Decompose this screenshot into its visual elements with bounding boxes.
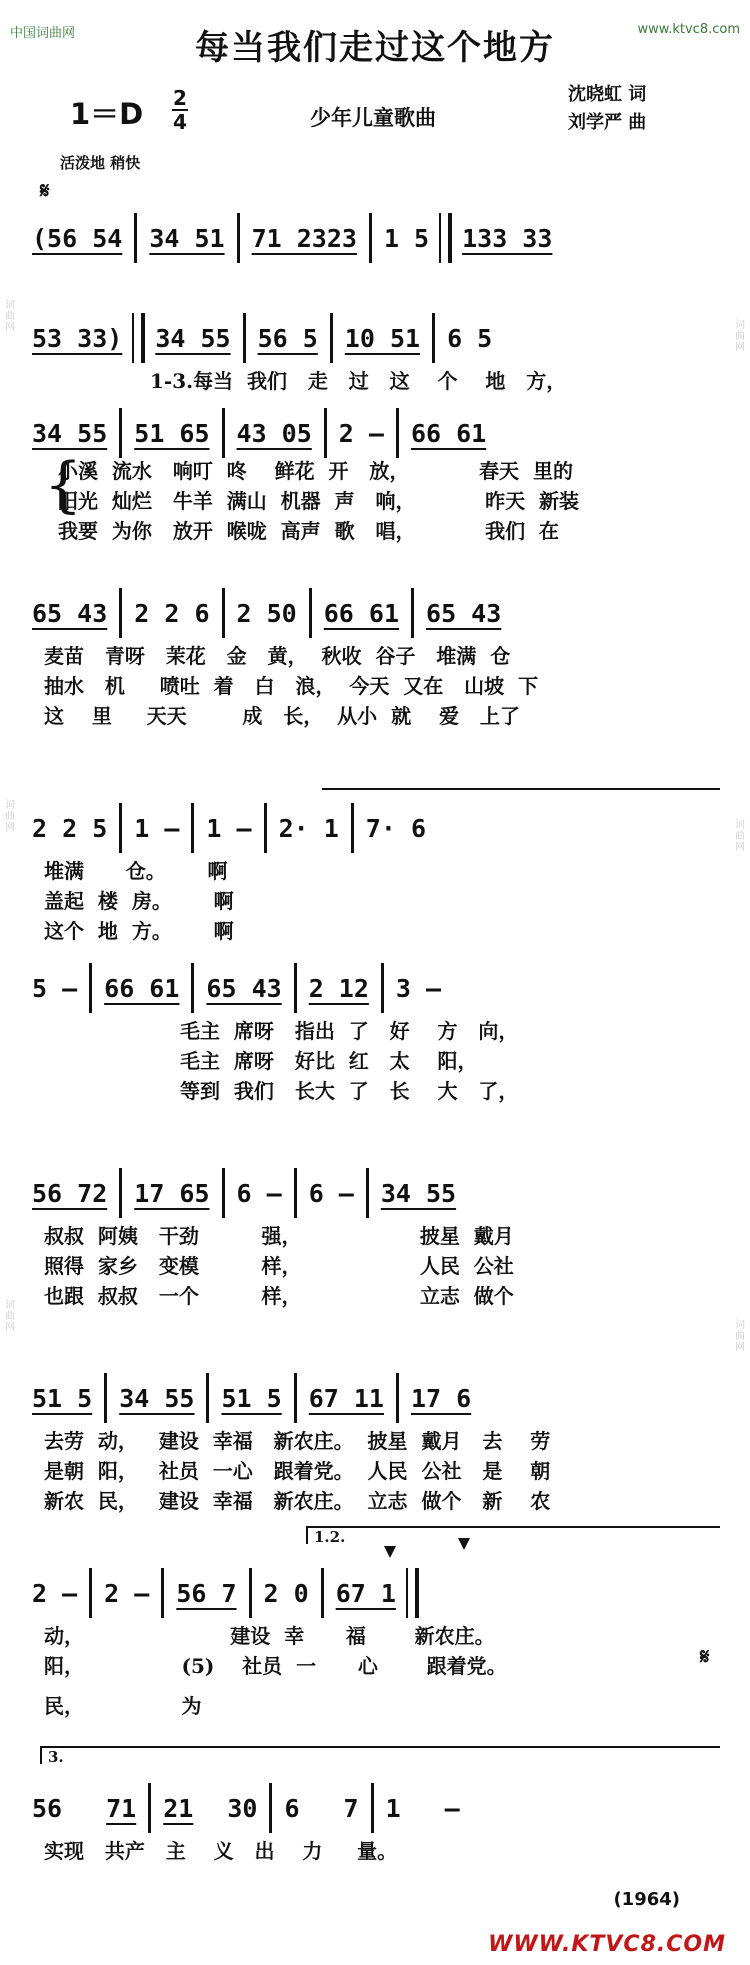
note-group: 2· 1 [278, 813, 339, 843]
barline [371, 1783, 374, 1833]
lyric-line: 去劳 动， 建设 幸福 新农庄。 披星 戴月 去 劳 [44, 1429, 551, 1453]
repeat-barline [132, 313, 145, 363]
lyric-line: 麦苗 青呀 茉花 金 黄， 秋收 谷子 堆满 仓 [44, 644, 511, 668]
barline [119, 803, 122, 853]
note-group: 66 61 [410, 418, 487, 448]
side-watermark-left: 词曲网 [5, 300, 15, 333]
volta-bracket [40, 1746, 720, 1748]
barline [366, 1168, 369, 1218]
note-group: 71 [106, 1793, 137, 1823]
note-group: 2 50 [236, 598, 297, 628]
meter-top: 2 [173, 86, 187, 110]
note-group: 71 2323 [251, 223, 357, 253]
barline [432, 313, 435, 363]
note-group: 3 — [395, 973, 442, 1003]
volta-bracket [306, 1526, 720, 1528]
note-group: 53 33) [32, 323, 123, 353]
barline [119, 408, 122, 458]
note-group: 65 43 [32, 598, 108, 628]
note-group: 133 33 [462, 223, 553, 253]
note-group: 66 61 [104, 973, 180, 1003]
side-watermark-right: 词曲网 [735, 1320, 745, 1353]
page-title: 每当我们走过这个地方 [195, 28, 555, 68]
staff-line-2 [30, 310, 720, 366]
lyricist-credit: 沈晓虹 词 [568, 84, 647, 105]
barline [243, 313, 246, 363]
note-group: 51 65 [134, 418, 210, 448]
barline [369, 213, 372, 263]
note-group: 21 [163, 1793, 194, 1823]
note-group: 7 [343, 1793, 359, 1823]
barline [237, 213, 240, 263]
staff-line-7 [30, 1165, 720, 1221]
note-group: 34 55 [32, 418, 108, 448]
note-group: 51 5 [221, 1383, 282, 1413]
volta-bracket-left [40, 1746, 42, 1764]
note-group: — [444, 1793, 460, 1823]
staff-line-5 [30, 800, 720, 856]
barline [119, 588, 122, 638]
composer-credit: 刘学严 曲 [568, 112, 647, 133]
note-group: 56 [32, 1793, 63, 1823]
barline [321, 1568, 324, 1618]
barline [222, 588, 225, 638]
note-group: 2 — [32, 1578, 78, 1608]
note-group: 2 12 [308, 973, 369, 1003]
note-group: 43 05 [236, 418, 312, 448]
note-group: 1 — [134, 813, 180, 843]
note-group: 67 11 [308, 1383, 384, 1413]
lyric-line: 毛主 席呀 好比 红 太 阳， [180, 1049, 478, 1073]
barline [381, 963, 384, 1013]
volta-label: 1.2. [314, 1528, 346, 1546]
lyric-line: 阳， (5) 社员 一 心 跟着党。 [44, 1654, 507, 1678]
meter-bottom: 4 [173, 110, 187, 134]
note-group: 6 [284, 1793, 300, 1823]
note-group: 1 — [206, 813, 252, 843]
year-label: (1964) [613, 1889, 680, 1910]
verse-brace: { [44, 450, 83, 520]
accent-marker [384, 1546, 396, 1558]
note-group: (56 54 [32, 223, 123, 253]
note-group: 66 61 [323, 598, 400, 628]
staff-line-3 [30, 405, 720, 461]
song-subtitle: 少年儿童歌曲 [310, 105, 436, 130]
note-group: 6 — [308, 1178, 354, 1208]
staff-line-4 [30, 585, 720, 641]
barline [89, 1568, 92, 1618]
barline [294, 963, 297, 1013]
staff-line-1 [30, 210, 720, 266]
lyric-line: 是朝 阳， 社员 一心 跟着党。 人民 公社 是 朝 [44, 1459, 551, 1483]
note-group: 10 51 [344, 323, 421, 353]
site-url-right[interactable]: www.ktvc8.com [637, 22, 740, 37]
lyric-line: 民， 为 [44, 1694, 202, 1718]
barline [206, 1373, 209, 1423]
barline [191, 803, 194, 853]
note-group: 2 — [338, 418, 384, 448]
lyric-line: 等到 我们 长大 了 长 大 了， [180, 1079, 519, 1103]
note-group: 65 43 [206, 973, 282, 1003]
staff-line-10 [30, 1780, 720, 1836]
note-group: 2 2 5 [32, 813, 108, 843]
barline [330, 313, 333, 363]
barline [269, 1783, 272, 1833]
lyric-line: 小溪 流水 响叮 咚 鲜花 开 放， 春天 里的 [58, 459, 573, 483]
note-group: 34 55 [119, 1383, 195, 1413]
note-group: 6 — [236, 1178, 282, 1208]
barline [396, 408, 399, 458]
note-group: 56 72 [32, 1178, 108, 1208]
barline [89, 963, 92, 1013]
lyric-line: 1-3.每当 我们 走 过 这 个 地 方， [150, 369, 567, 393]
note-group: 6 5 [447, 323, 493, 353]
segno-icon: 𝄋 [40, 178, 50, 204]
staff-line-6 [30, 960, 720, 1016]
volta-label: 3. [48, 1748, 64, 1766]
note-group: 7· 6 [365, 813, 427, 843]
lyric-line: 实现 共产 主 义 出 力 量。 [44, 1839, 398, 1863]
site-watermark[interactable]: WWW.KTVC8.COM [488, 1932, 726, 1957]
lyric-line: 也跟 叔叔 一个 样， 立志 做个 [44, 1284, 514, 1308]
note-group: 2 0 [263, 1578, 309, 1608]
lyric-line: 堆满 仓。 啊 [44, 859, 228, 883]
note-group: 67 1 [335, 1578, 396, 1608]
lyric-line: 动， 建设 幸 福 新农庄。 [44, 1624, 495, 1648]
volta-bracket-left [306, 1526, 308, 1544]
barline [294, 1373, 297, 1423]
lyric-line: 毛主 席呀 指出 了 好 方 向， [180, 1019, 519, 1043]
lyric-line: 这 里 天天 成 长， 从小 就 爱 上了 [44, 704, 520, 728]
barline [324, 408, 327, 458]
lyric-line: 我要 为你 放开 喉咙 高声 歌 唱， 我们 在 [58, 519, 560, 543]
lyric-line: 新农 民， 建设 幸福 新农庄。 立志 做个 新 农 [44, 1489, 551, 1513]
note-group: 1 5 [383, 223, 430, 253]
note-group: 17 6 [410, 1383, 472, 1413]
lyric-line: 盖起 楼 房。 啊 [44, 889, 234, 913]
note-group: 30 [227, 1793, 258, 1823]
time-signature [172, 88, 188, 132]
note-group: 2 — [104, 1578, 150, 1608]
repeat-end-barline [406, 1568, 419, 1618]
barline [161, 1568, 164, 1618]
barline [249, 1568, 252, 1618]
lyric-line: 这个 地 方。 啊 [44, 919, 234, 943]
note-group: 34 51 [149, 223, 225, 253]
barline [411, 588, 414, 638]
barline [222, 408, 225, 458]
note-group: 2 2 6 [134, 598, 210, 628]
tempo-marking: 活泼地 稍快 [60, 154, 141, 172]
side-watermark-left: 词曲网 [5, 800, 15, 833]
lyric-line: 阳光 灿烂 牛羊 满山 机器 声 响， 昨天 新装 [58, 489, 580, 513]
barline [222, 1168, 225, 1218]
barline [264, 803, 267, 853]
note-group: 56 5 [257, 323, 318, 353]
note-group: 56 7 [176, 1578, 237, 1608]
note-group: 5 — [32, 973, 78, 1003]
note-group: 34 55 [155, 323, 231, 353]
barline [351, 803, 354, 853]
key-signature: 1＝D [70, 97, 144, 131]
barline [396, 1373, 399, 1423]
side-watermark-right: 词曲网 [735, 320, 745, 353]
side-watermark-left: 词曲网 [5, 1300, 15, 1333]
tie-line [322, 788, 720, 790]
accent-marker [458, 1538, 470, 1550]
segno-icon: 𝄋 [700, 1644, 710, 1670]
barline [148, 1783, 151, 1833]
barline [134, 213, 137, 263]
note-group: 1 [385, 1793, 401, 1823]
barline [119, 1168, 122, 1218]
barline [309, 588, 312, 638]
side-watermark-right: 词曲网 [735, 820, 745, 853]
note-group: 51 5 [32, 1383, 93, 1413]
note-group: 34 55 [380, 1178, 457, 1208]
barline [294, 1168, 297, 1218]
staff-line-8 [30, 1370, 720, 1426]
site-name-left[interactable]: 中国词曲网 [10, 26, 76, 41]
lyric-line: 抽水 机 喷吐 着 白 浪， 今天 又在 山坡 下 [44, 674, 539, 698]
staff-line-9 [30, 1565, 720, 1621]
lyric-line: 叔叔 阿姨 干劲 强， 披星 戴月 [44, 1224, 514, 1248]
barline [104, 1373, 107, 1423]
note-group: 65 43 [426, 598, 502, 628]
repeat-start-barline [439, 213, 452, 263]
lyric-line: 照得 家乡 变模 样， 人民 公社 [44, 1254, 514, 1278]
note-group: 17 65 [134, 1178, 210, 1208]
barline [191, 963, 194, 1013]
